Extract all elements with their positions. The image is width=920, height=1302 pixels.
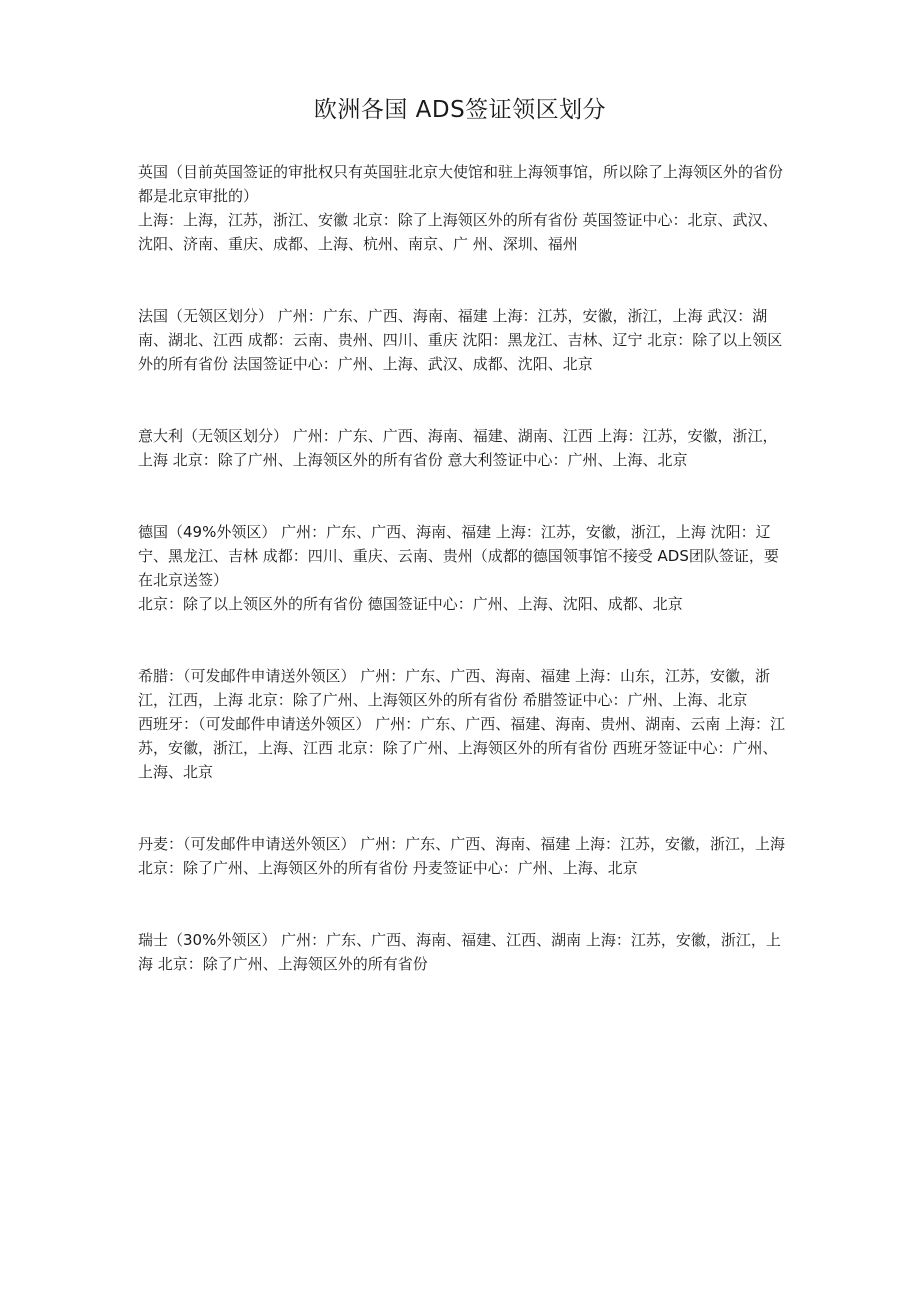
italy-paragraph: 意大利（无领区划分） 广州：广东、广西、海南、福建、湖南、江西 上海：江苏，安徽，浙江，上海 北京：除了广州、上海领区外的所有省份 意大利签证中心：广州、上海、北京 — [138, 427, 778, 469]
section-denmark — [138, 832, 788, 880]
section-italy — [138, 424, 788, 472]
greece-paragraph: 希腊：（可发邮件申请送外领区） 广州：广东、广西、海南、福建 上海：山东，江苏，安徽，浙江，江西，上海 北京：除了广州、上海领区外的所有省份 希腊签证中心：广州、上海、北京 — [138, 667, 771, 709]
section-greece-spain — [138, 664, 788, 784]
germany-beijing-paragraph: 北京：除了以上领区外的所有省份 德国签证中心：广州、上海、沈阳、成都、北京 — [138, 595, 683, 613]
switzerland-paragraph: 瑞士（30%外领区） 广州：广东、广西、海南、福建、江西、湖南 上海：江苏，安徽，浙江，上海 北京：除了广州、上海领区外的所有省份 — [138, 931, 781, 973]
section-france — [138, 304, 788, 376]
document-title: 欧洲各国 ADS签证领区划分 — [313, 97, 607, 123]
section-uk — [138, 160, 788, 256]
uk-intro-paragraph: 英国（目前英国签证的审批权只有英国驻北京大使馆和驻上海领事馆，所以除了上海领区外的省份都是北京审批的） — [138, 163, 784, 205]
spain-paragraph: 西班牙：（可发邮件申请送外领区） 广州：广东、广西、福建、海南、贵州、湖南、云南 上海：江苏，安徽，浙江，上海、江西 北京：除了广州、上海领区外的所有省份 西班牙签证中心：广州、上海、北京 — [138, 715, 786, 781]
denmark-paragraph: 丹麦：（可发邮件申请送外领区） 广州：广东、广西、海南、福建 上海：江苏，安徽，浙江，上海 北京：除了广州、上海领区外的所有省份 丹麦签证中心：广州、上海、北京 — [138, 835, 786, 877]
germany-paragraph: 德国（49%外领区） 广州：广东、广西、海南、福建 上海：江苏，安徽，浙江，上海 沈阳：辽宁、黑龙江、吉林 成都：四川、重庆、云南、贵州（成都的德国领事馆不接受 ADS团队签证，要 在北京送签） — [138, 523, 779, 589]
section-switzerland — [138, 928, 788, 976]
document-body — [138, 160, 788, 1024]
uk-consular-paragraph: 上海：上海，江苏，浙江、安徽 北京：除了上海领区外的所有省份 英国签证中心：北京、武汉、沈阳、济南、重庆、成都、上海、杭州、南京、广 州、深圳、福州 — [138, 211, 778, 253]
section-germany — [138, 520, 788, 616]
france-paragraph: 法国（无领区划分） 广州：广东、广西、海南、福建 上海：江苏，安徽，浙江，上海 武汉：湖南、湖北、江西 成都：云南、贵州、四川、重庆 沈阳：黑龙江、吉林、辽宁 北京：除了以上领区外的所有省份 法国签证中心：广州、上海、武汉、成都、沈阳、北京 — [138, 307, 783, 373]
